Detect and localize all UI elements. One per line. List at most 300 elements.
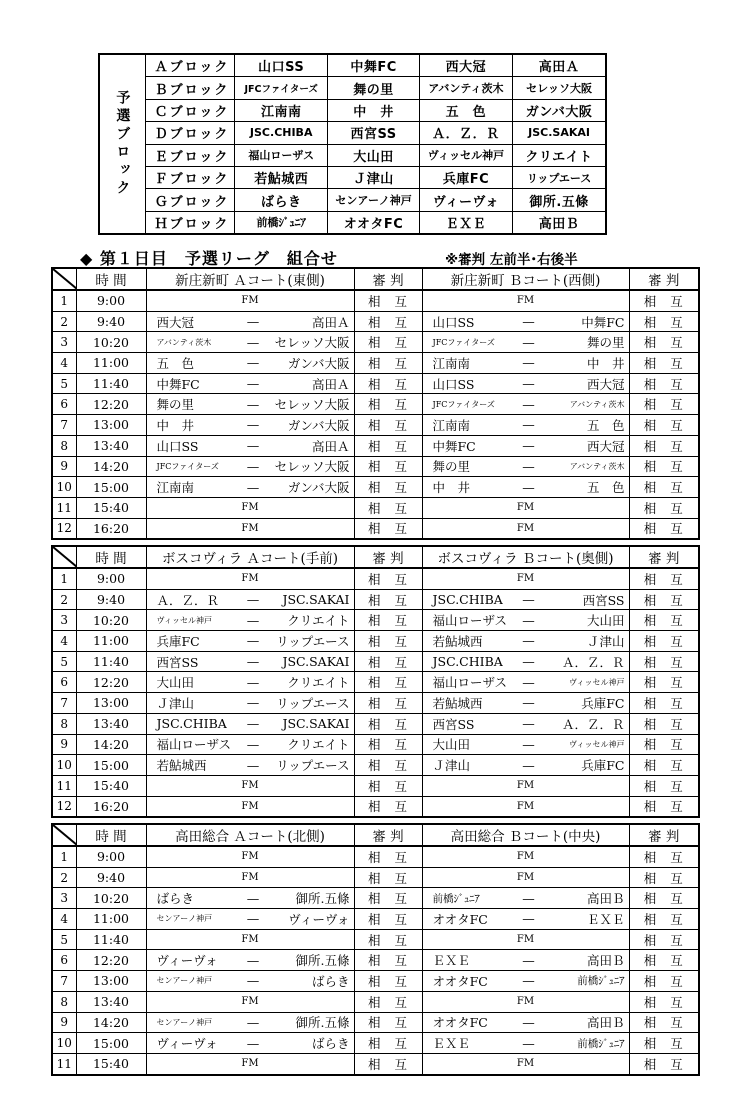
referee-cell: 相 互 bbox=[629, 950, 699, 971]
game-cell bbox=[146, 373, 354, 394]
fm-cell: FM bbox=[422, 991, 629, 1012]
game bbox=[149, 652, 352, 672]
referee-cell: 相 互 bbox=[629, 713, 699, 734]
block-team: 福山ローザス bbox=[235, 144, 328, 166]
versus-dash: — bbox=[522, 695, 535, 711]
home-team: オオタFC bbox=[432, 973, 488, 989]
game-cell bbox=[422, 415, 629, 436]
game-cell bbox=[146, 909, 354, 930]
court-b-header: 高田総合 Ｂコート(中央) bbox=[422, 824, 629, 846]
match-number: 4 bbox=[52, 631, 76, 652]
match-row bbox=[52, 435, 699, 456]
away-team: Ａ．Ｚ．Ｒ bbox=[561, 716, 625, 732]
match-number: 7 bbox=[52, 971, 76, 992]
match-row bbox=[52, 909, 699, 930]
block-team: JFCファイターズ bbox=[235, 77, 328, 99]
versus-dash: — bbox=[246, 417, 260, 433]
game bbox=[425, 312, 627, 332]
referee-cell: 相 互 bbox=[629, 373, 699, 394]
home-team: 舞の里 bbox=[432, 459, 471, 475]
away-team: 西大冠 bbox=[586, 438, 625, 454]
away-team: 大山田 bbox=[586, 613, 625, 629]
referee-cell: 相 互 bbox=[354, 631, 422, 652]
block-team: 兵庫FC bbox=[419, 166, 512, 188]
match-number: 5 bbox=[52, 929, 76, 950]
page-heading: ◆ 第１日目 予選リーグ 組合せ bbox=[80, 249, 338, 268]
home-team: 西大冠 bbox=[156, 314, 195, 330]
home-team: 大山田 bbox=[156, 675, 195, 691]
fm-cell: FM bbox=[146, 1053, 354, 1074]
block-row bbox=[99, 211, 606, 234]
game bbox=[149, 672, 352, 692]
fm-cell: FM bbox=[422, 929, 629, 950]
away-team: セレッソ大阪 bbox=[274, 397, 350, 413]
match-row bbox=[52, 846, 699, 867]
game-cell bbox=[146, 734, 354, 755]
match-time: 13:40 bbox=[76, 991, 146, 1012]
match-time: 11:00 bbox=[76, 909, 146, 930]
referee-cell: 相 互 bbox=[629, 353, 699, 374]
referee-cell: 相 互 bbox=[629, 332, 699, 353]
match-row bbox=[52, 651, 699, 672]
referee-cell: 相 互 bbox=[629, 991, 699, 1012]
referee-cell: 相 互 bbox=[629, 929, 699, 950]
block-team: 山口SS bbox=[235, 54, 328, 77]
away-team: 高田Ｂ bbox=[586, 1015, 625, 1031]
game bbox=[425, 1013, 627, 1033]
game bbox=[425, 950, 627, 970]
fm-cell: FM bbox=[146, 991, 354, 1012]
versus-dash: — bbox=[246, 458, 260, 474]
game bbox=[149, 610, 352, 630]
game-cell bbox=[146, 353, 354, 374]
referee-cell: 相 互 bbox=[354, 1033, 422, 1054]
match-time: 12:20 bbox=[76, 672, 146, 693]
match-number: 8 bbox=[52, 435, 76, 456]
match-number: 2 bbox=[52, 589, 76, 610]
home-team: 中舞FC bbox=[156, 376, 200, 392]
court-b-header: ボスコヴィラ Ｂコート(奥側) bbox=[422, 546, 629, 568]
match-row bbox=[52, 1053, 699, 1074]
match-number: 5 bbox=[52, 373, 76, 394]
away-team: 五 色 bbox=[586, 480, 625, 496]
away-team: 高田Ａ bbox=[311, 376, 350, 392]
away-team: 前橋ｼﾞｭﾆｱ bbox=[577, 1037, 625, 1050]
away-team: ガンバ大阪 bbox=[287, 480, 350, 496]
referee-cell: 相 互 bbox=[354, 435, 422, 456]
home-team: 江南南 bbox=[432, 417, 471, 433]
match-row bbox=[52, 1012, 699, 1033]
corner-cell bbox=[52, 268, 76, 290]
fm-cell: FM bbox=[146, 846, 354, 867]
home-team: アバンティ茨木 bbox=[156, 337, 212, 347]
versus-dash: — bbox=[522, 1035, 535, 1051]
home-team: センアーノ神戸 bbox=[156, 976, 213, 986]
game-cell bbox=[146, 477, 354, 498]
game bbox=[425, 672, 627, 692]
game-cell bbox=[146, 415, 354, 436]
game bbox=[149, 714, 352, 734]
referee-cell: 相 互 bbox=[354, 311, 422, 332]
referee-cell: 相 互 bbox=[354, 497, 422, 518]
game-cell bbox=[422, 693, 629, 714]
referee-cell: 相 互 bbox=[629, 846, 699, 867]
match-row bbox=[52, 775, 699, 796]
versus-dash: — bbox=[522, 314, 535, 330]
match-time: 14:20 bbox=[76, 734, 146, 755]
time-header: 時 間 bbox=[76, 824, 146, 846]
match-time: 16:20 bbox=[76, 796, 146, 817]
block-team: オオタFC bbox=[328, 211, 419, 234]
schedule-table-shinjo bbox=[51, 267, 700, 540]
block-name: Ｂブロック bbox=[145, 77, 234, 99]
home-team: 山口SS bbox=[432, 376, 475, 392]
versus-dash: — bbox=[522, 376, 535, 392]
game bbox=[425, 909, 627, 929]
match-number: 6 bbox=[52, 672, 76, 693]
away-team: ガンバ大阪 bbox=[287, 355, 350, 371]
block-team: 若鮎城西 bbox=[235, 166, 328, 188]
block-team: 前橋ｼﾞｭﾆｱ bbox=[235, 211, 328, 234]
match-number: 2 bbox=[52, 311, 76, 332]
fm-cell: FM bbox=[146, 497, 354, 518]
fm-cell: FM bbox=[422, 518, 629, 539]
game bbox=[149, 332, 352, 352]
game-cell bbox=[146, 693, 354, 714]
referee-cell: 相 互 bbox=[629, 589, 699, 610]
game-cell bbox=[146, 755, 354, 776]
block-team: ガンバ大阪 bbox=[513, 99, 606, 121]
versus-dash: — bbox=[246, 633, 260, 649]
block-name: Ｈブロック bbox=[145, 211, 234, 234]
block-team: 中舞FC bbox=[328, 54, 419, 77]
game bbox=[149, 971, 352, 991]
match-time: 9:00 bbox=[76, 568, 146, 589]
versus-dash: — bbox=[522, 674, 535, 690]
away-team: 兵庫FC bbox=[581, 758, 625, 774]
block-team: 高田Ｂ bbox=[513, 211, 606, 234]
block-row bbox=[99, 144, 606, 166]
game-cell bbox=[422, 332, 629, 353]
match-row bbox=[52, 353, 699, 374]
game-cell bbox=[422, 1033, 629, 1054]
versus-dash: — bbox=[522, 757, 535, 773]
referee-cell: 相 互 bbox=[354, 950, 422, 971]
match-time: 13:40 bbox=[76, 435, 146, 456]
schedule-table-takada bbox=[51, 823, 700, 1076]
match-number: 11 bbox=[52, 1053, 76, 1074]
match-row bbox=[52, 1033, 699, 1054]
match-number: 1 bbox=[52, 568, 76, 589]
away-team: 西大冠 bbox=[586, 376, 625, 392]
referee-cell: 相 互 bbox=[354, 610, 422, 631]
versus-dash: — bbox=[522, 612, 535, 628]
match-time: 13:00 bbox=[76, 693, 146, 714]
game-cell bbox=[146, 435, 354, 456]
fm-cell: FM bbox=[422, 846, 629, 867]
fm-cell: FM bbox=[146, 929, 354, 950]
block-row bbox=[99, 189, 606, 211]
block-team: ヴィッセル神戸 bbox=[419, 144, 512, 166]
home-team: JFCファイターズ bbox=[432, 399, 495, 409]
block-team: 高田Ａ bbox=[513, 54, 606, 77]
game bbox=[149, 353, 352, 373]
away-team: クリエイト bbox=[287, 737, 350, 753]
home-team: 若鮎城西 bbox=[432, 633, 483, 649]
referee-cell: 相 互 bbox=[629, 497, 699, 518]
match-number: 9 bbox=[52, 734, 76, 755]
away-team: リップエース bbox=[276, 695, 350, 711]
block-team: セレッソ大阪 bbox=[513, 77, 606, 99]
versus-dash: — bbox=[522, 1014, 535, 1030]
versus-dash: — bbox=[246, 1014, 260, 1030]
game bbox=[149, 909, 352, 929]
diagonal-line-icon bbox=[53, 547, 76, 567]
referee-header: 審 判 bbox=[629, 268, 699, 290]
referee-cell: 相 互 bbox=[354, 373, 422, 394]
referee-cell: 相 互 bbox=[354, 415, 422, 436]
match-number: 10 bbox=[52, 755, 76, 776]
away-team: 御所.五條 bbox=[295, 1015, 350, 1031]
fm-cell: FM bbox=[146, 796, 354, 817]
block-label: 予選ブロック bbox=[99, 54, 145, 234]
home-team: 山口SS bbox=[156, 438, 199, 454]
court-a-header: 高田総合 Ａコート(北側) bbox=[146, 824, 354, 846]
game-cell bbox=[146, 311, 354, 332]
fm-cell: FM bbox=[422, 775, 629, 796]
referee-cell: 相 互 bbox=[354, 651, 422, 672]
referee-cell: 相 互 bbox=[354, 971, 422, 992]
home-team: 中 井 bbox=[432, 480, 471, 496]
match-number: 7 bbox=[52, 693, 76, 714]
game-cell bbox=[146, 1033, 354, 1054]
match-time: 13:40 bbox=[76, 713, 146, 734]
match-number: 3 bbox=[52, 610, 76, 631]
versus-dash: — bbox=[246, 952, 260, 968]
referee-cell: 相 互 bbox=[629, 1012, 699, 1033]
schedule-header bbox=[52, 268, 699, 290]
versus-dash: — bbox=[522, 334, 535, 350]
versus-dash: — bbox=[246, 355, 260, 371]
referee-cell: 相 互 bbox=[629, 672, 699, 693]
match-time: 16:20 bbox=[76, 518, 146, 539]
block-team: センアーノ神戸 bbox=[328, 189, 419, 211]
away-team: Ａ．Ｚ．Ｒ bbox=[561, 654, 625, 670]
home-team: JSC.CHIBA bbox=[156, 716, 227, 732]
home-team: Ｊ津山 bbox=[432, 758, 471, 774]
versus-dash: — bbox=[246, 396, 260, 412]
fm-cell: FM bbox=[422, 867, 629, 888]
game bbox=[425, 374, 627, 394]
game bbox=[425, 714, 627, 734]
block-team: Ｊ津山 bbox=[328, 166, 419, 188]
game-cell bbox=[146, 631, 354, 652]
match-time: 15:40 bbox=[76, 1053, 146, 1074]
versus-dash: — bbox=[522, 716, 535, 732]
away-team: リップエース bbox=[276, 758, 350, 774]
versus-dash: — bbox=[246, 654, 260, 670]
block-name: Ｅブロック bbox=[145, 144, 234, 166]
schedule-table-bosco bbox=[51, 545, 700, 818]
referee-cell: 相 互 bbox=[354, 1012, 422, 1033]
game-cell bbox=[422, 755, 629, 776]
match-time: 10:20 bbox=[76, 888, 146, 909]
home-team: 兵庫FC bbox=[156, 633, 200, 649]
away-team: Ｊ津山 bbox=[586, 633, 625, 649]
referee-cell: 相 互 bbox=[354, 693, 422, 714]
court-a-header: ボスコヴィラ Ａコート(手前) bbox=[146, 546, 354, 568]
game-cell bbox=[422, 373, 629, 394]
game bbox=[425, 631, 627, 651]
match-time: 12:20 bbox=[76, 950, 146, 971]
game-cell bbox=[422, 672, 629, 693]
game-cell bbox=[146, 1012, 354, 1033]
referee-cell: 相 互 bbox=[354, 672, 422, 693]
versus-dash: — bbox=[246, 1035, 260, 1051]
referee-header: 審 判 bbox=[354, 824, 422, 846]
match-row bbox=[52, 568, 699, 589]
versus-dash: — bbox=[246, 592, 260, 608]
match-time: 14:20 bbox=[76, 456, 146, 477]
versus-dash: — bbox=[522, 952, 535, 968]
block-name: Ｄブロック bbox=[145, 122, 234, 144]
away-team: JSC.SAKAI bbox=[282, 654, 350, 670]
referee-cell: 相 互 bbox=[629, 311, 699, 332]
game bbox=[425, 457, 627, 477]
block-team: ヴィーヴォ bbox=[419, 189, 512, 211]
match-row bbox=[52, 950, 699, 971]
game bbox=[425, 394, 627, 414]
versus-dash: — bbox=[522, 479, 535, 495]
referee-cell: 相 互 bbox=[354, 775, 422, 796]
versus-dash: — bbox=[522, 890, 535, 906]
game bbox=[149, 415, 352, 435]
game bbox=[425, 1033, 627, 1053]
versus-dash: — bbox=[522, 396, 535, 412]
time-header: 時 間 bbox=[76, 268, 146, 290]
referee-cell: 相 互 bbox=[354, 888, 422, 909]
block-team: 五 色 bbox=[419, 99, 512, 121]
home-team: ＥＸＥ bbox=[432, 1036, 471, 1052]
home-team: ＥＸＥ bbox=[432, 953, 471, 969]
match-row bbox=[52, 693, 699, 714]
away-team: クリエイト bbox=[287, 675, 350, 691]
match-time: 14:20 bbox=[76, 1012, 146, 1033]
away-team: ヴィッセル神戸 bbox=[568, 677, 625, 687]
match-time: 11:00 bbox=[76, 353, 146, 374]
game-cell bbox=[422, 651, 629, 672]
block-team: クリエイト bbox=[513, 144, 606, 166]
game-cell bbox=[146, 888, 354, 909]
match-row bbox=[52, 713, 699, 734]
versus-dash: — bbox=[246, 716, 260, 732]
match-number: 2 bbox=[52, 867, 76, 888]
referee-header: 審 判 bbox=[354, 546, 422, 568]
referee-cell: 相 互 bbox=[354, 589, 422, 610]
game-cell bbox=[422, 353, 629, 374]
match-number: 7 bbox=[52, 415, 76, 436]
referee-cell: 相 互 bbox=[629, 971, 699, 992]
home-team: ヴィーヴォ bbox=[156, 953, 218, 969]
fm-cell: FM bbox=[146, 290, 354, 311]
match-number: 9 bbox=[52, 1012, 76, 1033]
referee-cell: 相 互 bbox=[629, 909, 699, 930]
game bbox=[425, 436, 627, 456]
match-row bbox=[52, 610, 699, 631]
home-team: 江南南 bbox=[432, 355, 471, 371]
away-team: クリエイト bbox=[287, 613, 350, 629]
game-cell bbox=[422, 713, 629, 734]
referee-cell: 相 互 bbox=[629, 693, 699, 714]
block-team: Ａ．Ｚ．Ｒ bbox=[419, 122, 512, 144]
away-team: 高田Ｂ bbox=[586, 953, 625, 969]
referee-cell: 相 互 bbox=[354, 867, 422, 888]
versus-dash: — bbox=[246, 695, 260, 711]
versus-dash: — bbox=[246, 973, 260, 989]
away-team: アバンティ茨木 bbox=[569, 399, 625, 409]
home-team: オオタFC bbox=[432, 1015, 488, 1031]
home-team: Ａ．Ｚ．Ｒ bbox=[156, 592, 220, 608]
away-team: ヴィッセル神戸 bbox=[568, 739, 625, 749]
game bbox=[149, 1013, 352, 1033]
schedule-header bbox=[52, 546, 699, 568]
referee-cell: 相 互 bbox=[629, 755, 699, 776]
referee-cell: 相 互 bbox=[354, 755, 422, 776]
block-team: 江南南 bbox=[235, 99, 328, 121]
versus-dash: — bbox=[522, 417, 535, 433]
home-team: 中 井 bbox=[156, 417, 195, 433]
match-number: 3 bbox=[52, 888, 76, 909]
game-cell bbox=[146, 950, 354, 971]
block-team: アバンティ茨木 bbox=[419, 77, 512, 99]
home-team: JSC.CHIBA bbox=[432, 592, 503, 608]
referee-cell: 相 互 bbox=[629, 568, 699, 589]
home-team: ヴィッセル神戸 bbox=[156, 615, 213, 625]
home-team: 若鮎城西 bbox=[156, 758, 207, 774]
match-number: 12 bbox=[52, 796, 76, 817]
match-time: 11:40 bbox=[76, 929, 146, 950]
away-team: 兵庫FC bbox=[581, 695, 625, 711]
home-team: 西宮SS bbox=[156, 654, 199, 670]
block-name: Ｇブロック bbox=[145, 189, 234, 211]
court-a-header: 新庄新町 Ａコート(東側) bbox=[146, 268, 354, 290]
game bbox=[149, 457, 352, 477]
versus-dash: — bbox=[246, 911, 260, 927]
match-number: 4 bbox=[52, 909, 76, 930]
match-time: 9:40 bbox=[76, 311, 146, 332]
block-team: ばらき bbox=[235, 189, 328, 211]
block-team: JSC.CHIBA bbox=[235, 122, 328, 144]
game-cell bbox=[422, 610, 629, 631]
block-row bbox=[99, 166, 606, 188]
game bbox=[425, 693, 627, 713]
match-row bbox=[52, 477, 699, 498]
referee-cell: 相 互 bbox=[354, 456, 422, 477]
referee-cell: 相 互 bbox=[629, 290, 699, 311]
home-team: JFCファイターズ bbox=[432, 337, 495, 347]
block-team: 大山田 bbox=[328, 144, 419, 166]
block-team: リップエース bbox=[513, 166, 606, 188]
home-team: 福山ローザス bbox=[432, 675, 508, 691]
away-team: リップエース bbox=[276, 633, 350, 649]
match-number: 8 bbox=[52, 713, 76, 734]
referee-cell: 相 互 bbox=[629, 610, 699, 631]
versus-dash: — bbox=[246, 314, 260, 330]
corner-cell bbox=[52, 824, 76, 846]
match-row bbox=[52, 888, 699, 909]
match-row bbox=[52, 589, 699, 610]
game-cell bbox=[422, 1012, 629, 1033]
